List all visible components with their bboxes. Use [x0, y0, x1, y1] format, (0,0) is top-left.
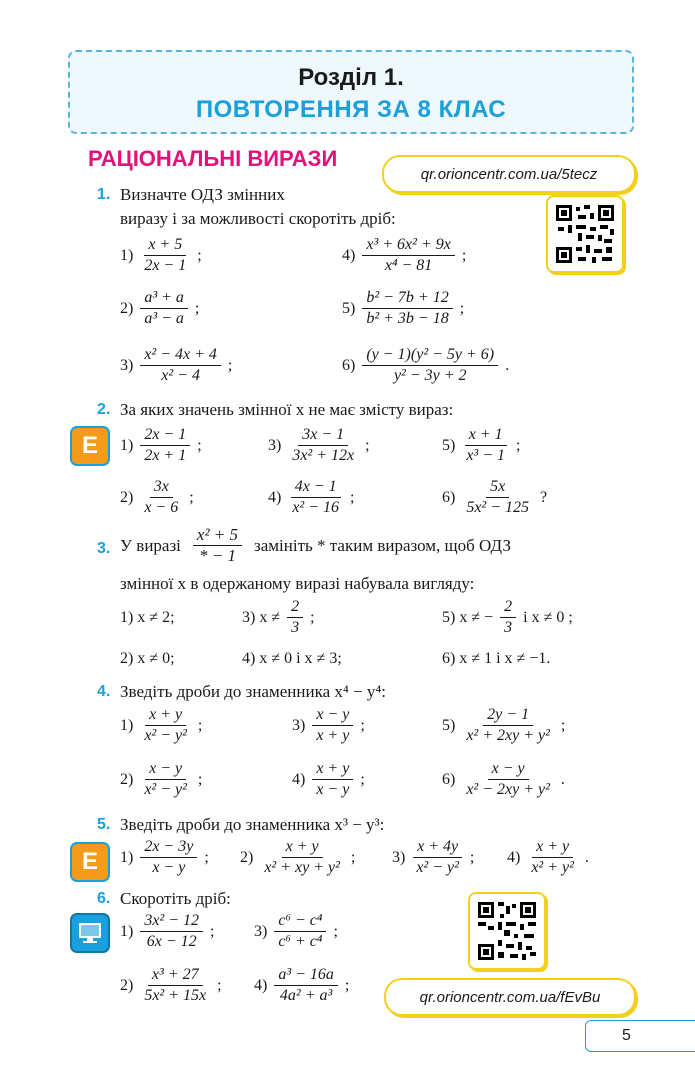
task-item: 4) $\frac{\text{x³ + 6x² + 9x}}{\text{x⁴ − 81}}$ ; — [342, 236, 467, 274]
task-text: Зведіть дроби до знаменника x³ − y³: — [120, 815, 385, 834]
chapter-header — [68, 50, 634, 134]
task-item: 3) $\frac{x - y}{x + y}$ ; — [292, 706, 365, 744]
task-text: Визначте ОДЗ змінних — [120, 185, 285, 204]
task-item: 2) $\frac{3x}{x - 6}$ ; — [120, 478, 194, 516]
exercise-e-badge: E — [70, 426, 110, 466]
task-text: Зведіть дроби до знаменника x⁴ − y⁴: — [120, 682, 387, 701]
task-item: 3) $\frac{x + 4y}{\text{x² − y²}}$ ; — [392, 838, 475, 876]
task-item: 3) $\frac{3x - 1}{\text{3x² + 12x}}$ ; — [268, 426, 370, 464]
task-item: 4) $\frac{x + y}{x - y}$ ; — [292, 760, 365, 798]
task-item: 1) $\frac{2x - 1}{2x + 1}$ ; — [120, 426, 202, 464]
task-item: 6) $\frac{\text{(y − 1)(y² − 5y + 6)}}{\text{y² − 3y + 2}}$ . — [342, 346, 510, 384]
task-text: Скоротіть дріб: — [120, 889, 231, 908]
task-number: 1. — [97, 186, 111, 203]
task-item: 5) x ≠ − $\frac{2}{3}$ і x ≠ 0 ; — [442, 598, 573, 636]
task-item: 6) $\frac{x - y}{\text{x² − 2xy + y²}}$ . — [442, 760, 565, 798]
qr-link-bottom[interactable]: qr.orioncentr.com.ua/fEvBu — [384, 978, 636, 1016]
exercise-e-badge: E — [70, 842, 110, 882]
task-item: 1) x ≠ 2; — [120, 609, 175, 626]
task-item: 1) $\frac{2x - 3y}{x - y}$ ; — [120, 838, 209, 876]
task-item: 5) $\frac{x + 1}{\text{x³ − 1}}$ ; — [442, 426, 521, 464]
chapter-label: Розділ 1. — [298, 64, 404, 91]
task-number: 3. — [97, 540, 111, 557]
computer-icon — [70, 913, 110, 953]
task-item: 2) $\frac{x + y}{\text{x² + xy + y²}}$ ; — [240, 838, 356, 876]
task-item: 2) $\frac{\text{x³ + 27}}{\text{5x² + 15x}}$ ; — [120, 966, 222, 1004]
task-item: 3) $\frac{\text{c⁶ − c⁴}}{\text{c⁶ + c⁴}}$ ; — [254, 912, 338, 950]
task-text: За яких значень змінної x не має змісту вираз: — [120, 400, 454, 419]
task-item: 4) $\frac{x + y}{\text{x² + y²}}$ . — [507, 838, 589, 876]
task-number: 6. — [97, 890, 111, 907]
task-item: 3) $\frac{\text{x² − 4x + 4}}{\text{x² − 4}}$ ; — [120, 346, 233, 384]
section-title: РАЦІОНАЛЬНІ ВИРАЗИ — [88, 146, 338, 171]
task-item: 2) $\frac{x - y}{\text{x² − y²}}$ ; — [120, 760, 203, 798]
task-text: змінної x в одержаному виразі набувала вигляду: — [120, 574, 475, 593]
task-item: 1) $\frac{x + y}{\text{x² − y²}}$ ; — [120, 706, 203, 744]
task-number: 5. — [97, 816, 111, 833]
task-item: 5) $\frac{2y - 1}{\text{x² + 2xy + y²}}$ ; — [442, 706, 566, 744]
page-number: 5 — [585, 1020, 695, 1052]
task-item: 4) x ≠ 0 і x ≠ 3; — [242, 650, 342, 667]
task-item: 5) $\frac{\text{b² − 7b + 12}}{\text{b² + 3b − 18}}$ ; — [342, 289, 465, 327]
task-item: 4) $\frac{\text{a³ − 16a}}{\text{4a² + a³}}$ ; — [254, 966, 350, 1004]
task-item: 1) $\frac{x + 5}{2x - 1}$ ; — [120, 236, 202, 274]
task-item: 3) x ≠ $\frac{2}{3}$ ; — [242, 598, 315, 636]
task-item: 1) $\frac{\text{3x² − 12}}{6x - 12}$ ; — [120, 912, 215, 950]
qr-code-icon — [546, 195, 624, 273]
qr-code-icon — [468, 892, 546, 970]
task-text: У виразі $\frac{\text{x² + 5}}{* - 1}$ замініть * таким виразом, щоб ОДЗ — [120, 525, 511, 565]
qr-link-top[interactable]: qr.orioncentr.com.ua/5tecz — [382, 155, 636, 193]
chapter-title: ПОВТОРЕННЯ ЗА 8 КЛАС — [195, 96, 507, 123]
task-item: 6) x ≠ 1 і x ≠ −1. — [442, 650, 551, 667]
task-text: виразу і за можливості скоротіть дріб: — [120, 209, 396, 228]
task-item: 4) $\frac{4x - 1}{\text{x² − 16}}$ ; — [268, 478, 355, 516]
task-number: 2. — [97, 401, 111, 418]
task-item: 6) $\frac{5x}{\text{5x² − 125}}$ ? — [442, 478, 548, 516]
task-number: 4. — [97, 683, 111, 700]
task-item: 2) x ≠ 0; — [120, 650, 175, 667]
task-item: 2) $\frac{\text{a³ + a}}{\text{a³ − a}}$ ; — [120, 289, 200, 327]
